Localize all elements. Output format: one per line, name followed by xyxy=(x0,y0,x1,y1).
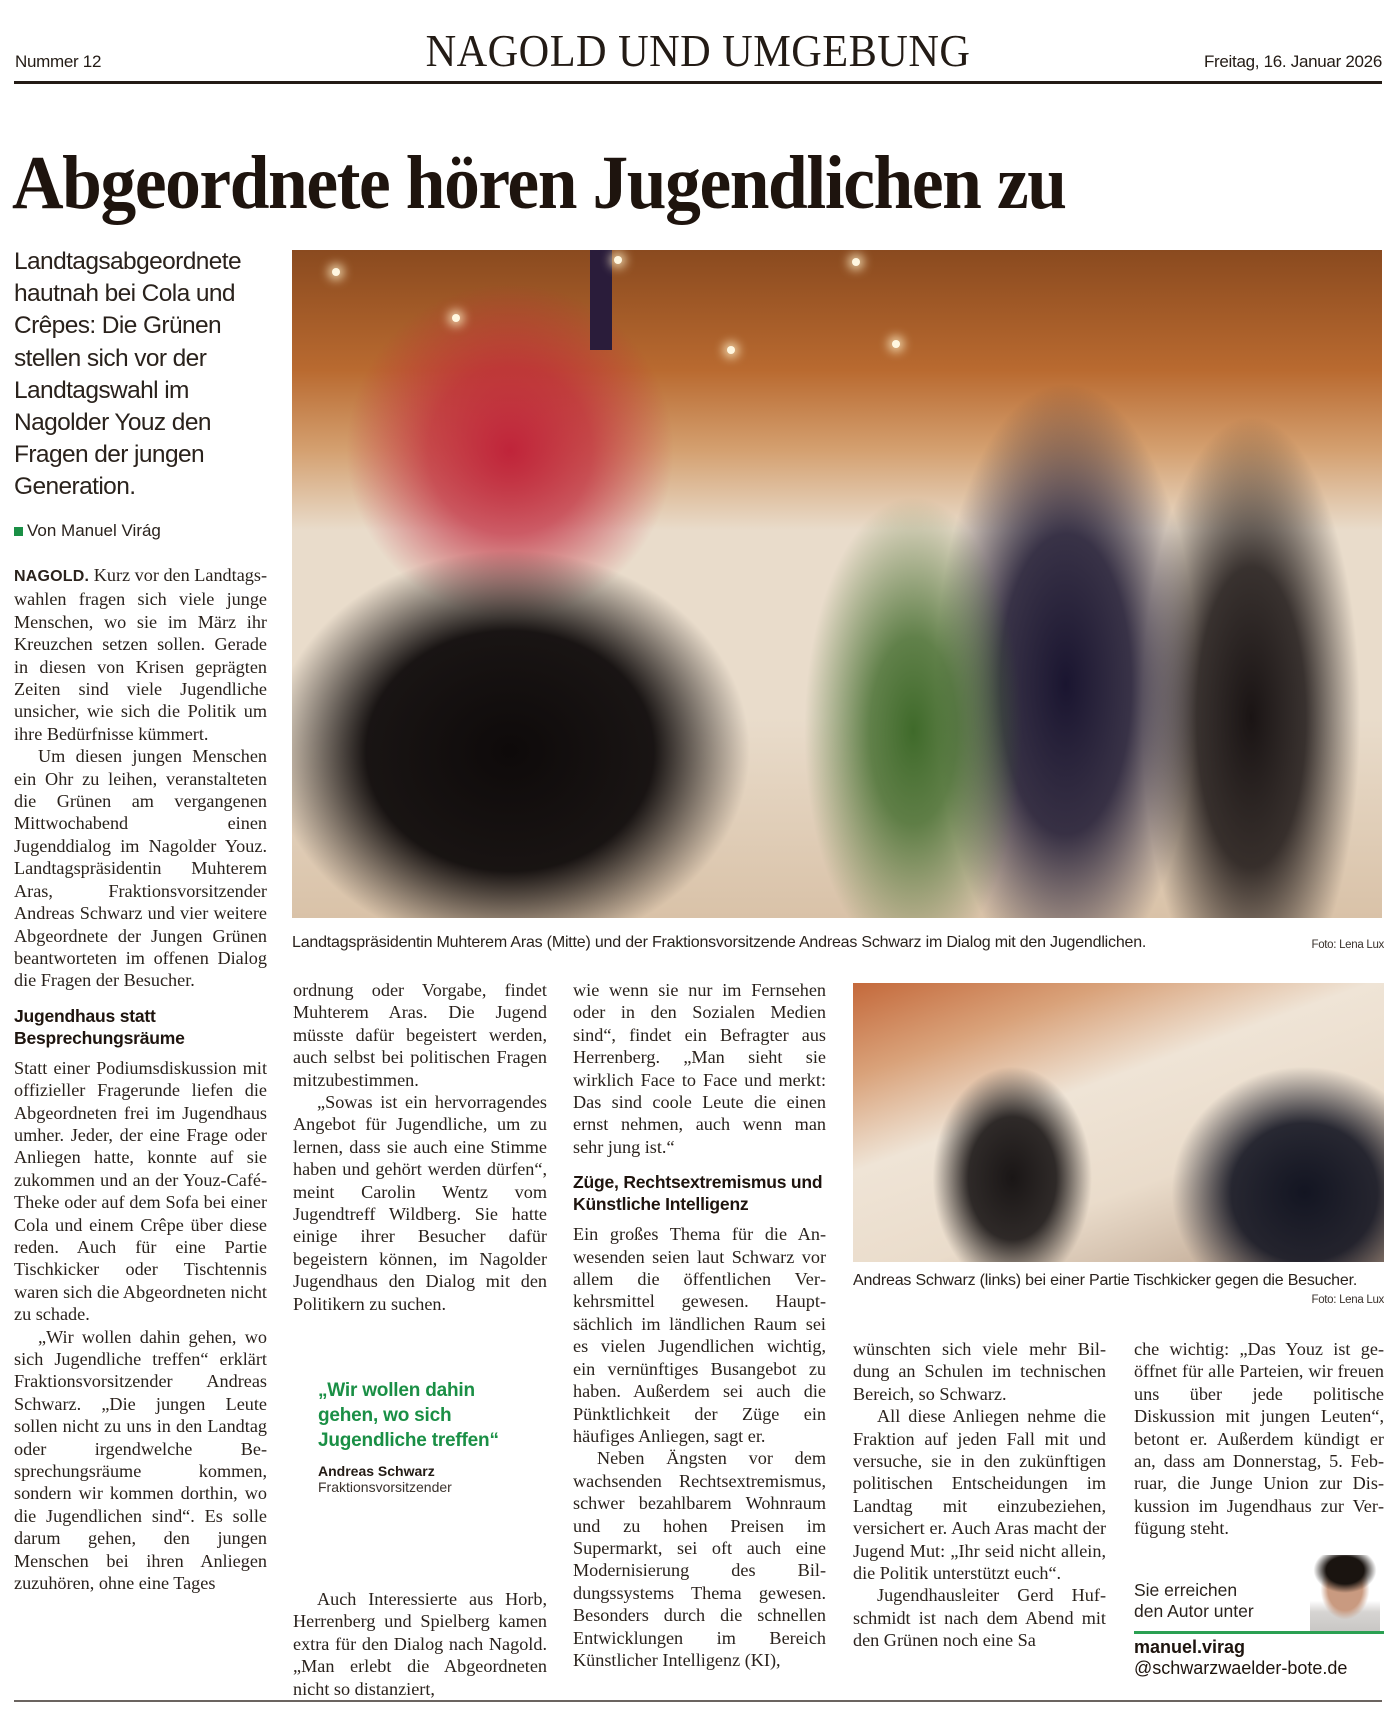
article-column-2 xyxy=(293,979,547,1315)
subheading: Jugendhaus statt Besprechungsräume xyxy=(14,1005,185,1048)
article-column-3 xyxy=(573,979,826,1671)
author-contact-label xyxy=(1134,1580,1254,1622)
paragraph: „Sowas ist ein hervorragendes Angebot für Jugendliche, um zu lernen, dass sie auch eine Stimme haben und gehört werden dürfen“, meint Carolin Wentz vom Jugendtreff Wildberg. Sie hatte einige ihrer Besucher dafür begeistern können, im Nagolder Jugendhaus den Dialog mit den Politikern zu suchen. xyxy=(293,1092,547,1314)
article-teaser: Landtagsabgeordnete hautnah bei Cola und Crêpes: Die Grünen stellen sich vor der Landtagswahl im Nagolder Youz den Fragen der jungen Generation. xyxy=(14,248,242,501)
secondary-caption-text: Andreas Schwarz (links) bei einer Partie Tischkicker gegen die Besucher. xyxy=(853,1272,1358,1289)
paragraph: Neben Ängsten vor dem wachsenden Rechtsextremismus, schwer bezahlbarem Wohnraum und zu hohen Preisen im Supermarkt, sei oft auch eine Modernisierung des Bildungssystems Thema gewesen. Besonders durch die schnellen Entwicklungen im Bereich Künstlicher Intelligenz (KI), xyxy=(573,1448,826,1670)
main-photo-credit: Foto: Lena Lux xyxy=(1311,939,1384,951)
bottom-divider xyxy=(14,1700,1382,1702)
author-contact-line: den Autor unter xyxy=(1134,1601,1254,1621)
byline xyxy=(14,521,161,541)
issue-number: Nummer 12 xyxy=(15,52,102,71)
pull-quote-role: Fraktionsvorsitzender xyxy=(318,1479,452,1495)
author-email-user[interactable]: manuel.virag xyxy=(1134,1637,1246,1657)
paragraph-text: Kurz vor den Landtagswahlen fragen sich viele junge Menschen, wo sie im März ihr Kreuzchen setzen sollen. Gerade in diesen von Krisen geprägten Zeiten sind viele Jugendliche unsicher, wie sich die Politik um ihre Bedürfnisse kümmert. xyxy=(14,565,268,744)
paragraph: wünschten sich viele mehr Bildung an Schulen im technischen Bereich, so Schwarz. xyxy=(853,1339,1106,1404)
author-portrait xyxy=(1310,1555,1380,1631)
byline-square-icon xyxy=(14,527,23,536)
author-email-domain[interactable]: @schwarzwaelder-bote.de xyxy=(1134,1658,1348,1678)
article-column-4 xyxy=(853,1338,1106,1652)
article-column-2-lower xyxy=(293,1588,547,1700)
author-contact-line: Sie erreichen xyxy=(1134,1580,1238,1600)
paragraph: Statt einer Podiumsdiskussion mit offizieller Fragerunde liefen die Abgeordneten frei im Jugendhaus umher. Jeder, der eine Frage oder Anliegen hatte, konnte auf sie zukommen und an der Youz-Café-Theke oder auf dem Sofa bei einer Cola und einem Crêpe über diese reden. Auch für eine Partie Tischkicker oder Tischtennis waren sich die Abgeordneten nicht zu schade. xyxy=(14,1057,267,1325)
paragraph: Jugendhausleiter Gerd Hufschmidt ist nach dem Abend mit den Grünen noch eine Sa xyxy=(853,1585,1106,1651)
ceiling-light xyxy=(892,340,900,348)
paragraph: ordnung oder Vorgabe, findet Muhterem Aras. Die Jugend müsste dafür begeistert werden, auch selbst bei politischen Fragen mitzubestimmen. xyxy=(293,980,547,1090)
paragraph xyxy=(14,564,267,745)
secondary-photo xyxy=(853,983,1384,1262)
ceiling-light xyxy=(727,346,735,354)
issue-date: Freitag, 16. Januar 2026 xyxy=(1203,52,1382,71)
pull-quote-text: „Wir wollen dahin gehen, wo sich Jugendliche treffen“ xyxy=(318,1380,499,1451)
ceiling-light xyxy=(332,268,340,276)
ceiling-light xyxy=(614,256,622,264)
main-photo xyxy=(292,250,1382,918)
section-title: NAGOLD UND UMGEBUNG xyxy=(425,25,971,76)
paragraph: Um diesen jungen Menschen ein Ohr zu leihen, veranstalteten die Grünen am vergangenen Mittwochabend einen Jugenddialog im Nagolder Youz. Landtagspräsidentin Muhterem Aras, Fraktionsvorsitzender Andreas Schwarz und vier weitere Abgeordnete der Jungen Grünen beantworteten im offenen Dialog die Fragen der Besucher. xyxy=(14,746,267,991)
pull-quote-author: Andreas Schwarz xyxy=(318,1463,435,1479)
secondary-photo-caption xyxy=(853,1270,1384,1311)
author-contact-box xyxy=(1134,1555,1384,1678)
paragraph: Auch Interessierte aus Horb, Herrenberg und Spielberg kamen extra für den Dialog nach Nagold. „Man erlebt die Abgeordneten nicht so distanziert, xyxy=(293,1589,547,1699)
photo-pillar xyxy=(590,250,612,350)
ceiling-light xyxy=(852,258,860,266)
article-headline: Abgeordnete hören Jugendlichen zu xyxy=(12,141,1066,225)
paragraph: Ein großes Thema für die Anwesenden seien laut Schwarz vor allem die öffentlichen Verkehrsmittel gewesen. Hauptsächlich im ländlichen Raum sei es vielen Jugendlichen wichtig, ein vernünftiges Busangebot zu haben. Außerdem sei auch die Pünktlichkeit der Züge ein häufiges Anliegen, sagt er. xyxy=(573,1224,826,1446)
paragraph: wie wenn sie nur im Fernsehen oder in den Sozialen Medien sind“, findet ein Befragter aus Herrenberg. „Man sieht sie wirklich Face to Face und merkt: Das sind coole Leute die einen ernst nehmen, auch wenn man sehr jung ist.“ xyxy=(573,980,826,1157)
byline-text: Von Manuel Virág xyxy=(27,521,161,540)
green-divider xyxy=(1134,1631,1384,1634)
main-caption-text: Landtagspräsidentin Muhterem Aras (Mitte) und der Fraktionsvorsitzende Andreas Schwarz im Dialog mit den Jugendlichen. xyxy=(292,934,1147,951)
article-column-1 xyxy=(14,564,267,1594)
paragraph: che wichtig: „Das Youz ist geöffnet für alle Parteien, wir freuen uns über jede politische Diskussion mit jungen Leuten“, betont er. Außerdem kündigt er an, dass am Donnerstag, 5. Februar, die Junge Union zur Diskussion im Jugendhaus zur Verfügung steht. xyxy=(1134,1339,1384,1539)
pull-quote xyxy=(318,1378,538,1495)
secondary-photo-credit: Foto: Lena Lux xyxy=(1311,1294,1384,1306)
paragraph: All diese Anliegen nehme die Fraktion auf jeden Fall mit und versuche, sie in den zukünftigen politischen Entscheidungen im Landtag mit einzubeziehen, versichert er. Auch Aras macht der Jugend Mut: „Ihr seid nicht allein, die Politik unterstützt euch“. xyxy=(853,1406,1106,1584)
paragraph: „Wir wollen dahin gehen, wo sich Jugendliche treffen“ erklärt Fraktionsvorsitzender Andreas Schwarz. „Die jungen Leute sollen nicht zu uns in den Landtag oder irgendwelche Besprechungsräume kommen, sondern wir kommen dorthin, wo die Jugendlichen sind“. Es solle darum gehen, den jungen Menschen bei ihren Anliegen zuzuhören, ohne eine Tages xyxy=(14,1326,267,1594)
article-column-5 xyxy=(1134,1338,1384,1540)
masthead xyxy=(14,22,1382,84)
main-photo-caption xyxy=(292,932,1384,953)
ceiling-light xyxy=(452,314,460,322)
subheading: Züge, Rechtsextremismus und Künstliche Intelligenz xyxy=(573,1172,823,1215)
dateline: NAGOLD. xyxy=(14,568,90,585)
